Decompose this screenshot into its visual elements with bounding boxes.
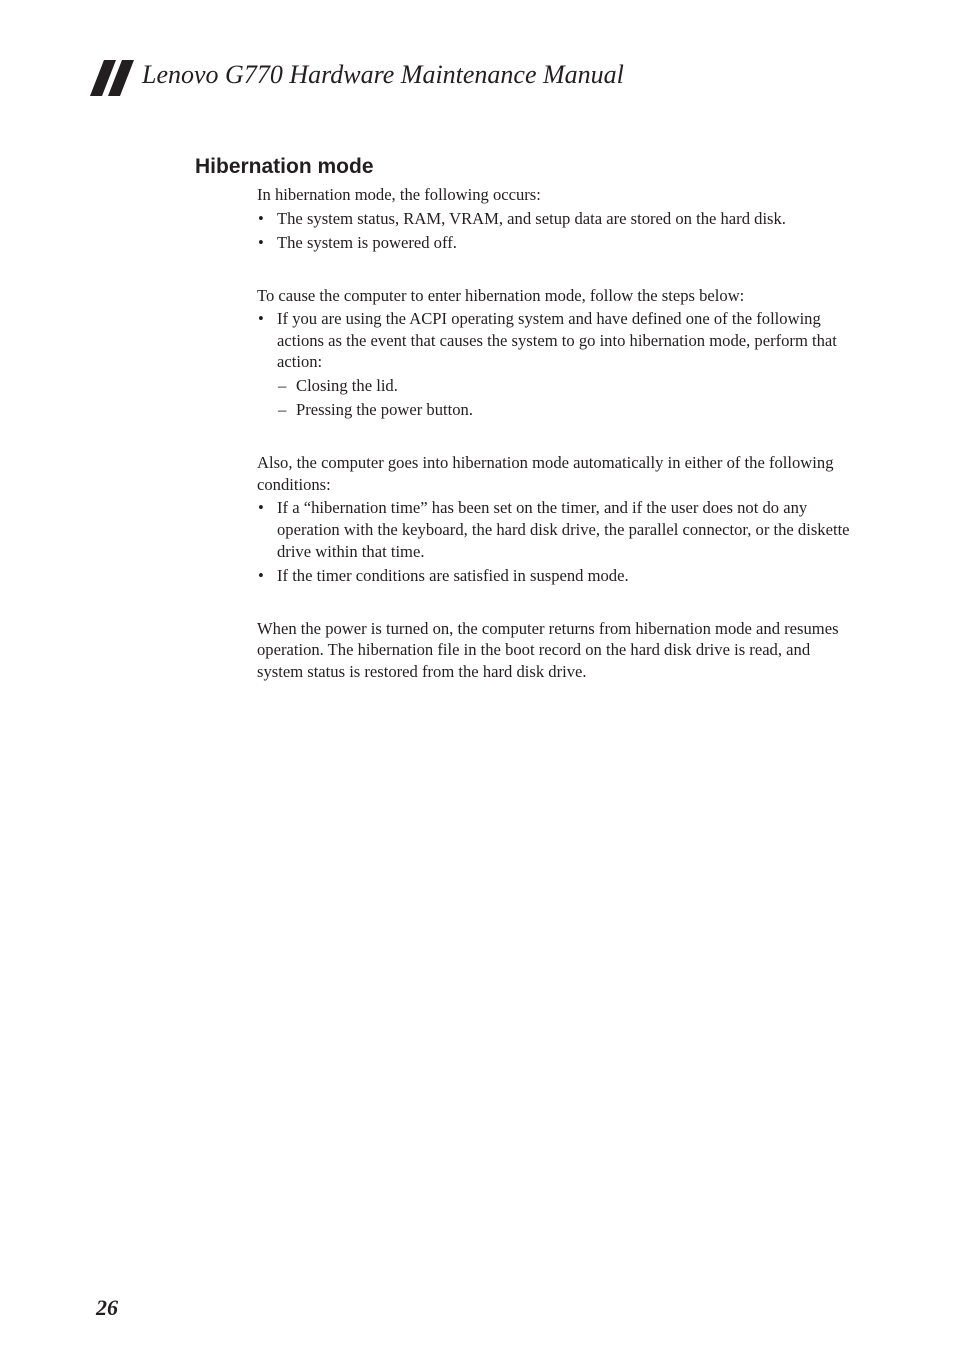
list-item-text: If you are using the ACPI operating system and have defined one of the following actions as the event that causes the system to go into hibernation mode, perform that action:	[277, 309, 837, 372]
intro-paragraph: In hibernation mode, the following occurs:	[257, 185, 541, 204]
list-item: • If a “hibernation time” has been set on the timer, and if the user does not do any operation with the keyboard, the hard disk drive, the parallel connector, or the diskette drive within that time.	[257, 497, 857, 562]
auto-intro-paragraph: Also, the computer goes into hibernation mode automatically in either of the following conditions:	[257, 453, 834, 494]
auto-conditions-list	[257, 497, 857, 586]
list-item	[257, 308, 857, 421]
list-item: • The system is powered off.	[257, 232, 857, 254]
page-number: 26	[96, 1295, 118, 1320]
list-item: – Closing the lid.	[277, 375, 857, 397]
resume-paragraph: When the power is turned on, the computer returns from hibernation mode and resumes operation. The hibernation file in the boot record on the hard disk drive is read, and system status is restored from the hard disk drive.	[257, 618, 839, 681]
document-title: Lenovo G770 Hardware Maintenance Manual	[142, 60, 624, 89]
steps-intro-paragraph: To cause the computer to enter hibernation mode, follow the steps below:	[257, 285, 745, 305]
section-heading: Hibernation mode	[195, 155, 374, 178]
double-slash-icon	[90, 60, 136, 96]
occurs-list	[257, 208, 857, 254]
list-item: • If the timer conditions are satisfied in suspend mode.	[257, 565, 857, 587]
steps-list	[257, 308, 857, 421]
action-list	[277, 375, 857, 421]
list-item: • The system status, RAM, VRAM, and setup data are stored on the hard disk.	[257, 208, 857, 230]
list-item: – Pressing the power button.	[277, 399, 857, 421]
section-body	[257, 184, 857, 682]
